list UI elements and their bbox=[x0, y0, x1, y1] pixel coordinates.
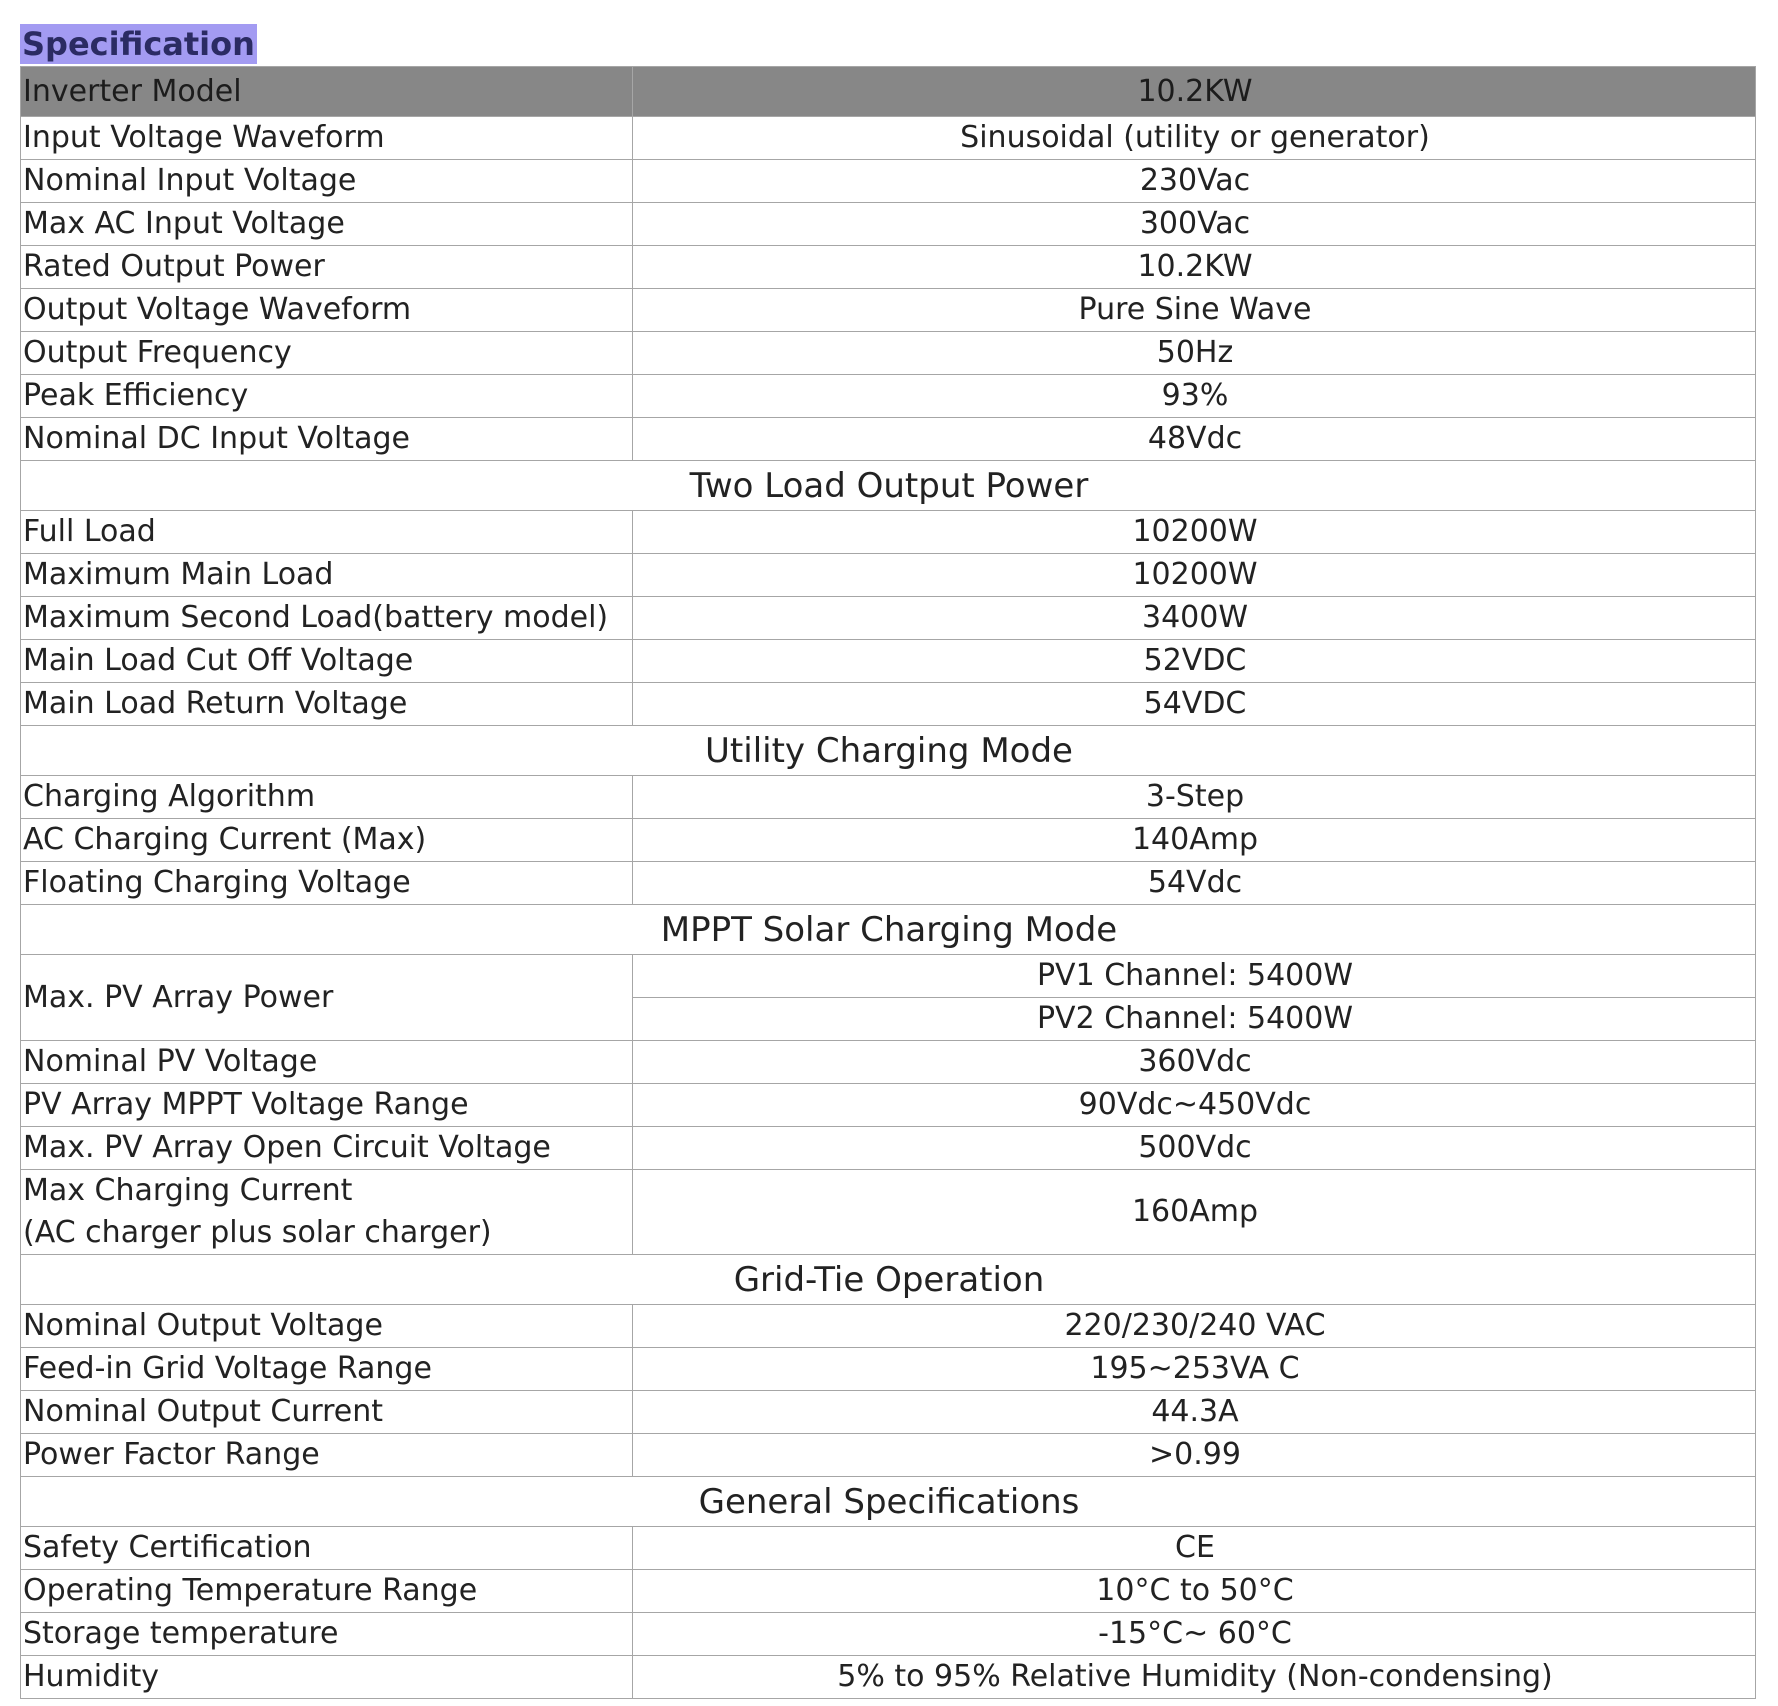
spec-value: 220/230/240 VAC bbox=[633, 1305, 1756, 1348]
table-row bbox=[21, 246, 1756, 289]
spec-label: Storage temperature bbox=[21, 1613, 633, 1656]
spec-value: 10200W bbox=[633, 554, 1756, 597]
table-row bbox=[21, 1656, 1756, 1699]
spec-value: Sinusoidal (utility or generator) bbox=[633, 117, 1756, 160]
table-row bbox=[21, 862, 1756, 905]
spec-value: 5% to 95% Relative Humidity (Non-condensing) bbox=[633, 1656, 1756, 1699]
table-row bbox=[21, 289, 1756, 332]
spec-label: Peak Efficiency bbox=[21, 375, 633, 418]
section-header-row bbox=[21, 726, 1756, 776]
spec-label: Full Load bbox=[21, 511, 633, 554]
spec-label: Feed-in Grid Voltage Range bbox=[21, 1348, 633, 1391]
spec-label: Output Voltage Waveform bbox=[21, 289, 633, 332]
spec-label: Input Voltage Waveform bbox=[21, 117, 633, 160]
spec-label: Max. PV Array Power bbox=[21, 955, 633, 1041]
section-title-grid-tie: Grid-Tie Operation bbox=[21, 1255, 1756, 1305]
table-header-row bbox=[21, 67, 1756, 117]
spec-label: Operating Temperature Range bbox=[21, 1570, 633, 1613]
spec-label: Safety Certification bbox=[21, 1527, 633, 1570]
spec-value: 48Vdc bbox=[633, 418, 1756, 461]
spec-value: Pure Sine Wave bbox=[633, 289, 1756, 332]
spec-value: 90Vdc~450Vdc bbox=[633, 1084, 1756, 1127]
spec-label: Floating Charging Voltage bbox=[21, 862, 633, 905]
spec-value-pv2: PV2 Channel: 5400W bbox=[633, 998, 1756, 1041]
spec-value: 54Vdc bbox=[633, 862, 1756, 905]
spec-label: Nominal Input Voltage bbox=[21, 160, 633, 203]
spec-value: 10200W bbox=[633, 511, 1756, 554]
spec-label-line: Max Charging Current bbox=[23, 1173, 353, 1208]
spec-value: -15°C~ 60°C bbox=[633, 1613, 1756, 1656]
table-row bbox=[21, 1041, 1756, 1084]
spec-label: Max. PV Array Open Circuit Voltage bbox=[21, 1127, 633, 1170]
table-row bbox=[21, 554, 1756, 597]
table-row bbox=[21, 1127, 1756, 1170]
header-value: 10.2KW bbox=[633, 67, 1756, 117]
spec-label: Main Load Return Voltage bbox=[21, 683, 633, 726]
table-row bbox=[21, 955, 1756, 998]
spec-label: Charging Algorithm bbox=[21, 776, 633, 819]
spec-label: Nominal PV Voltage bbox=[21, 1041, 633, 1084]
spec-value: 300Vac bbox=[633, 203, 1756, 246]
table-row bbox=[21, 776, 1756, 819]
section-header-row bbox=[21, 461, 1756, 511]
spec-value: 3400W bbox=[633, 597, 1756, 640]
spec-label: PV Array MPPT Voltage Range bbox=[21, 1084, 633, 1127]
spec-value: 360Vdc bbox=[633, 1041, 1756, 1084]
table-row bbox=[21, 1170, 1756, 1255]
header-label: Inverter Model bbox=[21, 67, 633, 117]
spec-value: 54VDC bbox=[633, 683, 1756, 726]
section-title-mppt: MPPT Solar Charging Mode bbox=[21, 905, 1756, 955]
table-row bbox=[21, 683, 1756, 726]
specification-table bbox=[20, 66, 1756, 1699]
table-row bbox=[21, 375, 1756, 418]
spec-label: Power Factor Range bbox=[21, 1434, 633, 1477]
section-title-utility: Utility Charging Mode bbox=[21, 726, 1756, 776]
spec-value: 44.3A bbox=[633, 1391, 1756, 1434]
spec-value: 160Amp bbox=[633, 1170, 1756, 1255]
section-header-row bbox=[21, 905, 1756, 955]
spec-label bbox=[21, 1170, 633, 1255]
spec-value: 3-Step bbox=[633, 776, 1756, 819]
spec-label: Max AC Input Voltage bbox=[21, 203, 633, 246]
section-title-general: General Specifications bbox=[21, 1477, 1756, 1527]
table-row bbox=[21, 1527, 1756, 1570]
spec-value-pv1: PV1 Channel: 5400W bbox=[633, 955, 1756, 998]
spec-value: 52VDC bbox=[633, 640, 1756, 683]
spec-value: 230Vac bbox=[633, 160, 1756, 203]
spec-label: AC Charging Current (Max) bbox=[21, 819, 633, 862]
page-title: Specification bbox=[22, 25, 255, 63]
spec-value: 500Vdc bbox=[633, 1127, 1756, 1170]
table-row bbox=[21, 1348, 1756, 1391]
spec-label: Nominal Output Voltage bbox=[21, 1305, 633, 1348]
table-row bbox=[21, 1305, 1756, 1348]
table-row bbox=[21, 1084, 1756, 1127]
table-row bbox=[21, 203, 1756, 246]
table-row bbox=[21, 819, 1756, 862]
spec-label: Maximum Second Load(battery model) bbox=[21, 597, 633, 640]
table-row bbox=[21, 117, 1756, 160]
spec-label: Nominal DC Input Voltage bbox=[21, 418, 633, 461]
table-row bbox=[21, 1434, 1756, 1477]
spec-value: 50Hz bbox=[633, 332, 1756, 375]
spec-value: CE bbox=[633, 1527, 1756, 1570]
table-row bbox=[21, 1391, 1756, 1434]
spec-value: >0.99 bbox=[633, 1434, 1756, 1477]
table-row bbox=[21, 597, 1756, 640]
spec-label: Output Frequency bbox=[21, 332, 633, 375]
table-row bbox=[21, 1570, 1756, 1613]
spec-label: Humidity bbox=[21, 1656, 633, 1699]
table-row bbox=[21, 640, 1756, 683]
spec-value: 93% bbox=[633, 375, 1756, 418]
spec-value: 10.2KW bbox=[633, 246, 1756, 289]
table-row bbox=[21, 418, 1756, 461]
section-title-two-load: Two Load Output Power bbox=[21, 461, 1756, 511]
spec-label: Rated Output Power bbox=[21, 246, 633, 289]
spec-label: Nominal Output Current bbox=[21, 1391, 633, 1434]
spec-value: 140Amp bbox=[633, 819, 1756, 862]
spec-label-line: (AC charger plus solar charger) bbox=[23, 1215, 492, 1250]
table-row bbox=[21, 160, 1756, 203]
section-header-row bbox=[21, 1255, 1756, 1305]
spec-value: 195~253VA C bbox=[633, 1348, 1756, 1391]
table-row bbox=[21, 332, 1756, 375]
table-row bbox=[21, 511, 1756, 554]
section-header-row bbox=[21, 1477, 1756, 1527]
spec-label: Maximum Main Load bbox=[21, 554, 633, 597]
spec-label: Main Load Cut Off Voltage bbox=[21, 640, 633, 683]
table-row bbox=[21, 1613, 1756, 1656]
spec-value: 10°C to 50°C bbox=[633, 1570, 1756, 1613]
